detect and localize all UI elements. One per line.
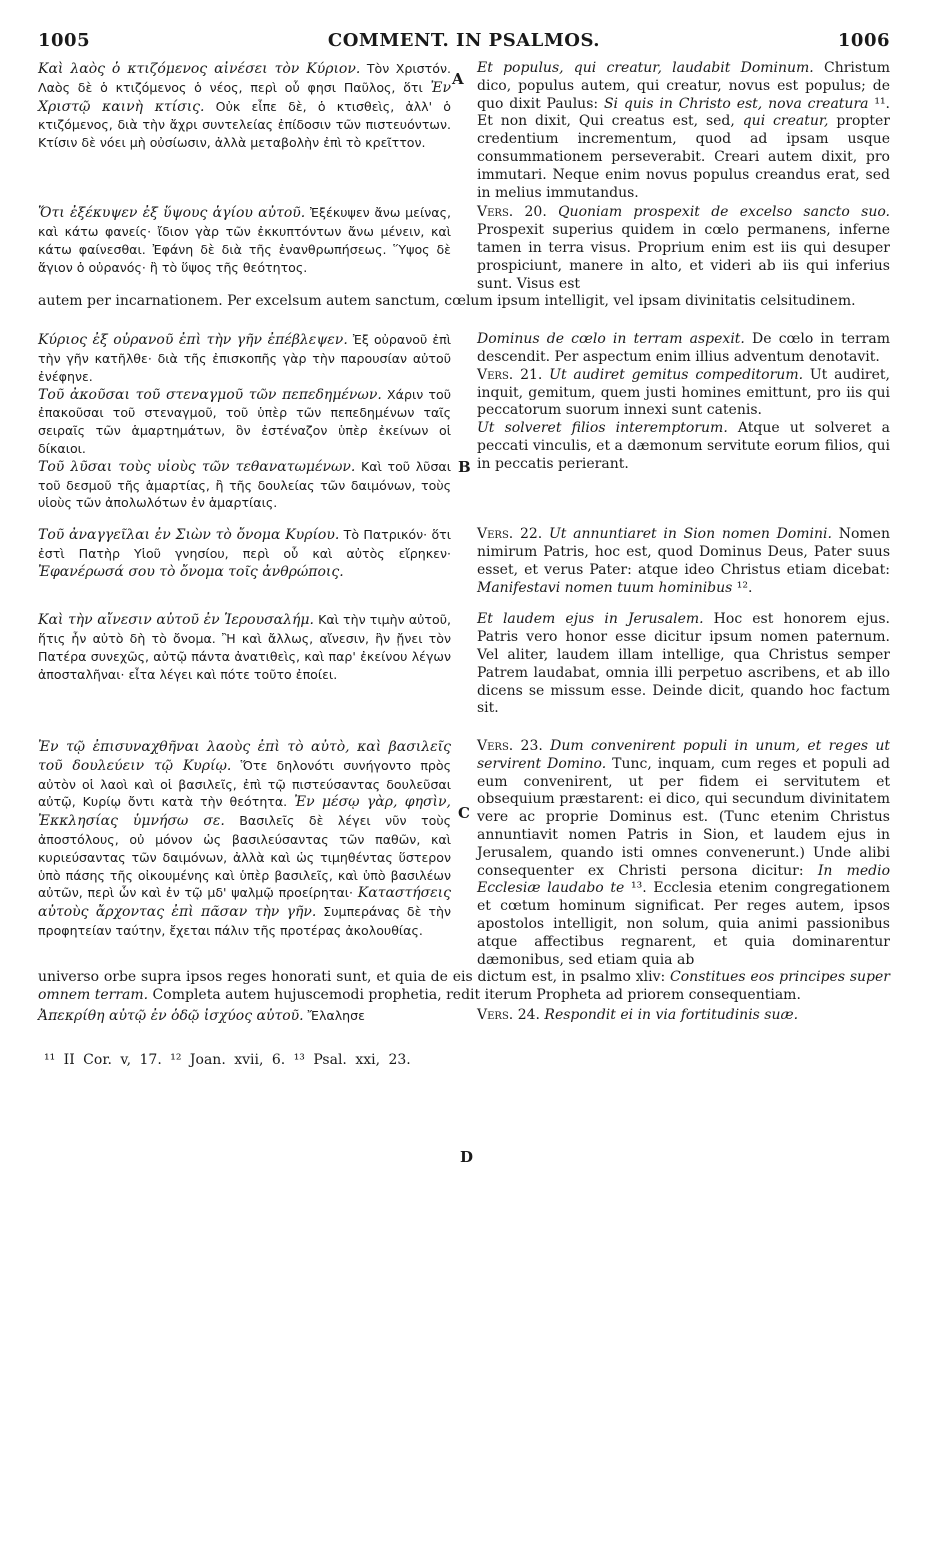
lemma-text: Ὅτι ἐξέκυψεν ἐξ ὕψους ἁγίου αὐτοῦ.	[38, 205, 306, 222]
lemma-text: Ut annuntiaret in Sion nomen Domini.	[542, 526, 832, 543]
running-title: COMMENT. IN PSALMOS.	[327, 30, 601, 51]
lemma-text: Si quis in Christo est, nova creatura	[603, 95, 869, 112]
commentary-text: Nomen nimirum Patris, hoc est, quod Dominus Deus, Pater suus esset, et verus Pater: atque ideo Christus etiam dicebat:	[477, 526, 890, 578]
greek-column	[38, 331, 451, 512]
commentary-block	[38, 611, 890, 718]
commentary-text: ¹³. Ecclesia etenim congregationem et cœtum hominum significat. Per reges autem, ipsos apostolos intelligit, non solum, quia animi passionibus atque affectibus regnarent, et quia dominarentur dæmonibus, sed etiam quia ab	[477, 880, 890, 968]
lemma-text: Τοῦ ἀναγγεῖλαι ἐν Σιὼν τὸ ὄνομα Κυρίου.	[38, 527, 340, 544]
lemma-text: Ἀπεκρίθη αὐτῷ ἐν ὁδῷ ἰσχύος αὐτοῦ.	[38, 1008, 304, 1025]
commentary-text: Tunc, inquam, cum reges et populi ad eum convenirent, ut per fidem ei servitutem et obsequium præstarent: ei dico, qui secundum divinitatem vere ac proprie Dominus est. (Tunc etenim Christus annuntiavit nomen Patris in Sion, et laudem ejus in Jerusalem, quando isti omnes convenerunt.) Unde alibi consequenter ex Christi persona dicitur:	[477, 755, 890, 879]
lemma-text: Καὶ τὴν αἴνεσιν αὐτοῦ ἐν Ἱερουσαλήμ.	[38, 612, 314, 629]
latin-column	[477, 1007, 890, 1025]
verse-number: Vers. 22.	[477, 526, 543, 543]
commentary-text: Ὅτε δηλονότι συνήγοντο πρὸς αὐτὸν οἱ λαοὶ καὶ οἱ βασιλεῖς, ἐπὶ τῷ πιστεύσαντας δουλεῦσαι αὐτῷ, Κυρίῳ ὄντι κατὰ τὴν θεότητα.	[38, 757, 451, 810]
margin-marker-a: A	[452, 70, 464, 88]
verse-number: Vers. 21.	[477, 366, 543, 383]
commentary-text: Ἔλαλησε	[303, 1008, 365, 1024]
lemma-text: Καταστήσεις αὐτοὺς ἄρχοντας ἐπὶ πᾶσαν τὴν γῆν.	[38, 885, 451, 921]
lemma-text: Dominus de cœlo in terram aspexit.	[477, 331, 745, 348]
lemma-text: Constitues eos principes super omnem terram.	[38, 969, 890, 1004]
lemma-text: Ἐν Χριστῷ καινὴ κτίσις.	[38, 79, 451, 115]
latin-column	[477, 611, 890, 718]
commentary-text: Συμπεράνας δὲ τὴν προφητείαν ταύτην, ἔχεται πάλιν τῆς προτέρας ἀκολουθίας.	[38, 904, 451, 939]
lemma-text: Respondit ei in via fortitudinis suæ.	[539, 1007, 799, 1024]
latin-column	[477, 331, 890, 473]
verse-number: Vers. 20.	[477, 204, 547, 221]
lemma-text: In medio Ecclesiæ laudabo te	[477, 862, 891, 897]
lemma-text: Ut solveret filios interemptorum.	[477, 420, 728, 437]
lemma-text: Dum convenirent populi in unum, et reges ut servirent Domino.	[477, 738, 890, 772]
greek-column	[38, 526, 451, 581]
commentary-text: Hoc est honorem ejus. Patris vero honor esse dicitur ipsum nomen paternum. Vel aliter, laudem illam intellige, qua Christus semper Patrem laudabat, omnia illi perpetuo ascribens, et ab illo dicens se missum esse. Deinde dicit, quando hoc factum sit.	[477, 611, 890, 717]
lemma-text: Et laudem ejus in Jerusalem.	[477, 611, 704, 628]
page-number-left: 1005	[38, 30, 91, 51]
lemma-text: qui creatur,	[742, 113, 829, 130]
full-width-text: autem per incarnationem. Per excelsum autem sanctum, cœlum ipsum intelligit, vel ipsam divinitatis celsitudinem.	[38, 293, 856, 310]
greek-column	[38, 1007, 451, 1026]
lemma-text: Τοῦ ἀκοῦσαι τοῦ στεναγμοῦ τῶν πεπεδημένων.	[38, 386, 382, 403]
commentary-text: Βασιλεῖς δὲ λέγει νῦν τοὺς ἀποστόλους, οὐ μόνον ὡς βασιλεύσαντας τῶν παθῶν, καὶ κυριεύσαντας τῶν δαιμόνων, ἀλλὰ καὶ ὡς τιμηθέντας ὕστερον ὑπὸ πάσης τῆς οἰκουμένης καὶ ὑπὲρ βασιλεῖς, καὶ ὑπὸ βασιλέων αὐτῶν, περὶ ὧν καὶ ἐν τῷ μδ' ψαλμῷ προείρηται·	[38, 813, 451, 901]
commentary-text: Καὶ τοῦ λῦσαι τοῦ δεσμοῦ τῆς ἁμαρτίας, ἢ τῆς δουλείας τῶν δαιμόνων, τοὺς υἱοὺς τῶν ἀπολωλότων ἐν ἁμαρτίαις.	[38, 458, 451, 511]
commentary-text: Ἐξ οὐρανοῦ ἐπὶ τὴν γῆν κατῆλθε· διὰ τῆς ἐπισκοπῆς γὰρ τὴν παρουσίαν αὐτοῦ ἐνέφηνε.	[38, 332, 452, 384]
greek-column	[38, 611, 451, 683]
commentary-block	[38, 738, 890, 969]
commentary-text: Τὸ Πατρικόν· ὅτι ἐστὶ Πατὴρ Υἱοῦ γνησίου, περὶ οὗ καὶ αὐτὸς εἴρηκεν·	[38, 527, 451, 561]
lemma-text: Et populus, qui creatur, laudabit Dominum.	[477, 60, 814, 76]
commentary-text: De cœlo in terram descendit. Per aspectum enim illius adventum denotavit.	[477, 331, 890, 365]
commentary-text: Prospexit superius quidem in cœlo permanens, inferne tamen in terra visus. Proprium enim est iis qui desuper prospiciunt, manere in alto, et videri ab iis qui inferius sunt. Visus est	[477, 222, 890, 292]
commentary-block	[38, 60, 890, 202]
commentary-text: propter credentium incrementum, quod ad ipsam usque consummationem perseverabit. Creari autem dixit, pro immutari. Neque enim novus populus creandus erat, sed in melius immutandus.	[477, 113, 890, 201]
commentary-block	[38, 1007, 890, 1026]
latin-column	[477, 204, 890, 293]
margin-marker-d: D	[460, 1148, 474, 1166]
footnotes: ¹¹ II Cor. v, 17. ¹² Joan. xvii, 6. ¹³ Psal. xxi, 23.	[44, 1051, 411, 1068]
commentary-text: Τὸν Χριστόν. Λαὸς δὲ ὁ κτιζόμενος ὁ νέος, περὶ οὗ φησι Παῦλος, ὅτι	[38, 61, 451, 95]
lemma-text: Manifestavi nomen tuum hominibus	[477, 579, 733, 596]
commentary-text: universo orbe supra ipsos reges honorati sunt, et quia de eis dictum est, in psalmo xliv:	[38, 969, 671, 986]
verse-number: Vers. 23.	[477, 738, 543, 755]
lemma-text: Τοῦ λῦσαι τοὺς υἱοὺς τῶν τεθανατωμένων.	[38, 458, 356, 475]
greek-column	[38, 204, 451, 276]
lemma-text: Καὶ λαὸς ὁ κτιζόμενος αἰνέσει τὸν Κύριον.	[38, 61, 361, 77]
lemma-text: Ἐν τῷ ἐπισυναχθῆναι λαοὺς ἐπὶ τὸ αὐτὸ, καὶ βασιλεῖς τοῦ δουλεύειν τῷ Κυρίῳ.	[38, 739, 451, 774]
greek-column	[38, 60, 451, 152]
lemma-text: Quoniam prospexit de excelso sancto suo.	[546, 204, 890, 221]
commentary-text: Ἐξέκυψεν ἄνω μείνας, καὶ κάτω φανείς· ἴδιον γὰρ τῶν ἐκκυπτόντων ἄνω μένειν, καὶ κάτω φαίνεσθαι. Ἐφάνη δὲ διὰ τῆς ἐνανθρωπήσεως. Ὕψος δὲ ἅγιον ὁ οὐρανός· ἢ τὸ ὕψος τῆς θεότητος.	[38, 205, 451, 275]
commentary-text: Χάριν τοῦ ἐπακοῦσαι τοῦ στεναγμοῦ, τοῦ ὑπὲρ τῶν πεπεδημένων ταῖς σειραῖς τῶν ἁμαρτημάτων, ὃν ἐστέναζον ὑπὲρ ἐκείνων οἱ δίκαιοι.	[38, 386, 451, 456]
verse-number: Vers. 24.	[477, 1007, 540, 1024]
full-width-text	[38, 969, 890, 1005]
commentary-text: Οὐκ εἶπε δὲ, ὁ κτισθεὶς, ἀλλ' ὁ κτιζόμενος, διὰ τὴν ἄχρι συντελείας ἐπίδοσιν τῶν πιστευόντων. Κτίσιν δὲ νόει μὴ οὐσίωσιν, ἀλλὰ μεταβολὴν ἐπὶ τὸ κρεῖττον.	[38, 98, 451, 151]
latin-column	[477, 526, 890, 597]
margin-marker-b: B	[458, 458, 471, 476]
greek-column	[38, 738, 451, 940]
commentary-block	[38, 526, 890, 597]
commentary-text: Καὶ τὴν τιμὴν αὐτοῦ, ἥτις ἦν αὐτὸ δὴ τὸ ὄνομα. Ἢ καὶ ἄλλως, αἴνεσιν, ἣν ᾔνει τὸν Πατέρα συνεχῶς, αὐτῷ πάντα ἀνατιθεὶς, καὶ παρ' ἐκείνου λέγων ἀποσταλῆναι· εἶτα λέγει καὶ πότε τοῦτο ἐποίει.	[38, 612, 451, 682]
latin-column	[477, 60, 890, 202]
lemma-text: Ut audiret gemitus compeditorum.	[542, 366, 804, 383]
lemma-text: Κύριος ἐξ οὐρανοῦ ἐπὶ τὴν γῆν ἐπέβλεψεν.	[38, 332, 348, 349]
latin-column	[477, 738, 890, 969]
commentary-text: Christum dico, populus autem, qui creatur, novus est populus; de quo dixit Paulus:	[477, 60, 891, 112]
lemma-text: Ἐφανέρωσά σου τὸ ὄνομα τοῖς ἀνθρώποις.	[38, 563, 344, 580]
lemma-text: Ἐν μέσῳ γὰρ, φησὶν, Ἐκκλησίας ὑμνήσω σε.	[38, 794, 451, 830]
commentary-text: ¹¹. Et non dixit, Qui creatus est, sed,	[477, 95, 891, 130]
commentary-block	[38, 331, 890, 512]
commentary-text: ¹².	[732, 579, 753, 596]
commentary-text: Ut audiret, inquit, gemitum, quem justi homines emittunt, pro iis qui peccatorum suorum innexi sunt catenis.	[477, 366, 890, 419]
commentary-block	[38, 204, 890, 293]
commentary-text: Atque ut solveret a peccati vinculis, et a dæmonum servitute eorum filios, qui in peccatis perierant.	[477, 420, 890, 472]
page-header	[38, 30, 890, 58]
commentary-text: Completa autem hujuscemodi prophetia, redit iterum Propheta ad priorem consequentiam.	[148, 987, 801, 1004]
page-number-right: 1006	[837, 30, 890, 51]
margin-marker-c: C	[458, 804, 470, 822]
page	[38, 30, 891, 1166]
commentary-body	[38, 60, 890, 1026]
